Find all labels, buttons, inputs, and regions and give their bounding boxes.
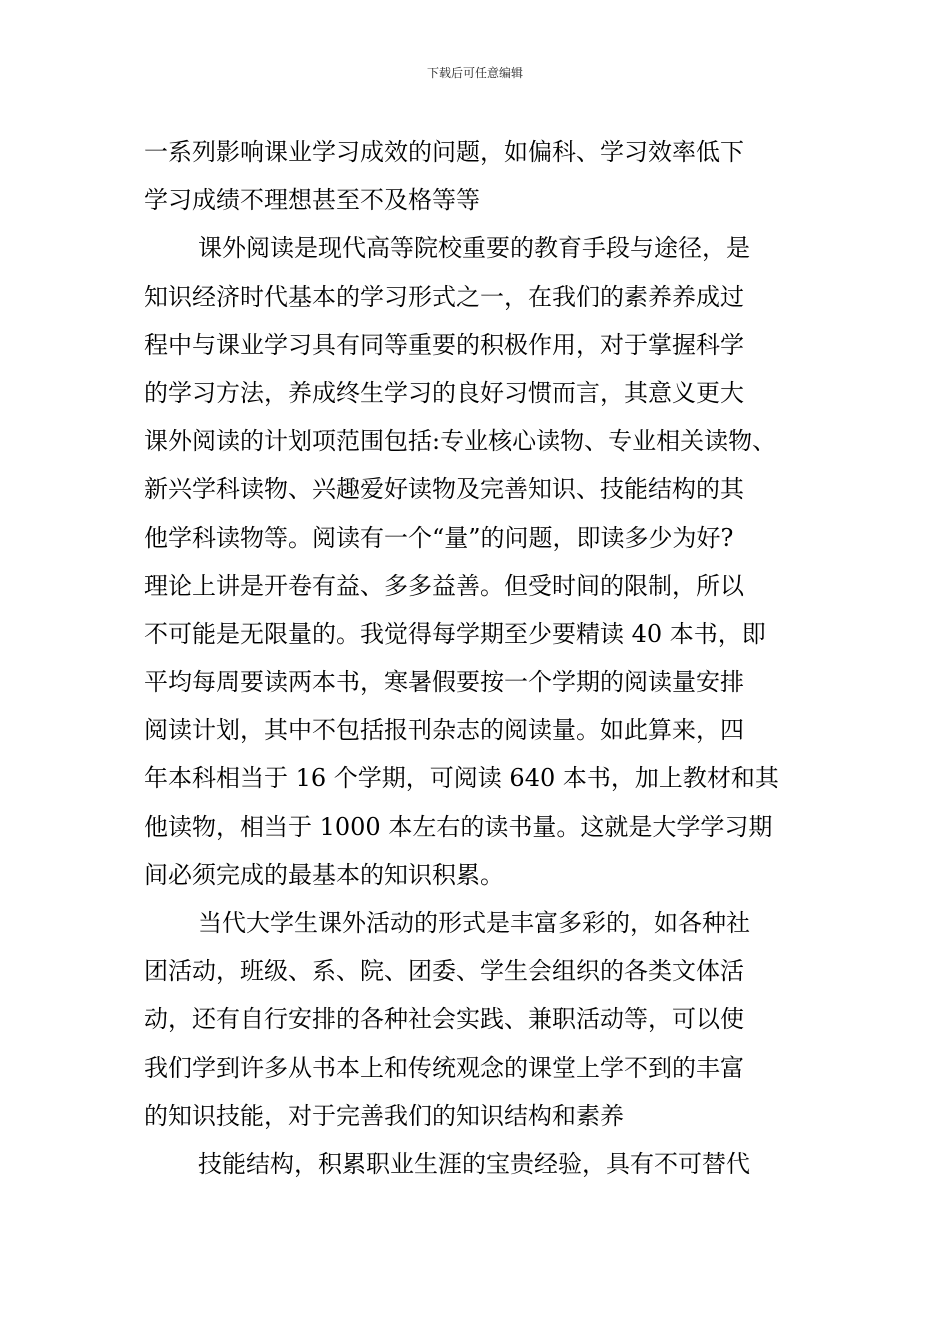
text-line: 动，还有自行安排的各种社会实践、兼职活动等，可以使 [144, 1005, 744, 1034]
text-line: 不可能是无限量的。我觉得每学期至少要精读 40 本书，即 [144, 619, 766, 648]
text-line: 一系列影响课业学习成效的问题，如偏科、学习效率低下 [144, 138, 744, 166]
text-line: 他读物，相当于 1000 本左右的读书量。这就是大学学习期 [144, 812, 773, 841]
text-line: 课外阅读的计划项范围包括:专业核心读物、专业相关读物、 [144, 427, 777, 456]
text-line: 平均每周要读两本书，寒暑假要按一个学期的阅读量安排 [144, 668, 744, 697]
text-line: 技能结构，积累职业生涯的宝贵经验，具有不可替代 [198, 1149, 750, 1178]
body-text [144, 128, 820, 1188]
text-line: 程中与课业学习具有同等重要的积极作用，对于掌握科学 [144, 330, 744, 359]
text-line: 知识经济时代基本的学习形式之一，在我们的素养养成过 [144, 282, 744, 311]
text-line: 学习成绩不理想甚至不及格等等 [144, 186, 480, 215]
text-line: 的知识技能，对于完善我们的知识结构和素养 [144, 1101, 624, 1130]
text-line: 我们学到许多从书本上和传统观念的课堂上学不到的丰富 [144, 1053, 744, 1082]
text-line: 理论上讲是开卷有益、多多益善。但受时间的限制，所以 [144, 571, 744, 600]
text-line: 阅读计划，其中不包括报刊杂志的阅读量。如此算来，四 [144, 716, 744, 745]
text-line: 间必须完成的最基本的知识积累。 [144, 860, 504, 889]
text-line: 新兴学科读物、兴趣爱好读物及完善知识、技能结构的其 [144, 475, 744, 504]
text-line: 他学科读物等。阅读有一个“量”的问题，即读多少为好? [144, 523, 734, 552]
text-line: 课外阅读是现代高等院校重要的教育手段与途径，是 [198, 234, 750, 263]
page-header: 下载后可任意编辑 [426, 66, 523, 80]
text-line: 年本科相当于 16 个学期，可阅读 640 本书，加上教材和其 [144, 764, 779, 793]
text-line: 当代大学生课外活动的形式是丰富多彩的，如各种社 [198, 909, 750, 937]
text-line: 的学习方法，养成终生学习的良好习惯而言，其意义更大 [144, 378, 744, 407]
text-line: 团活动，班级、系、院、团委、学生会组织的各类文体活 [144, 957, 744, 986]
